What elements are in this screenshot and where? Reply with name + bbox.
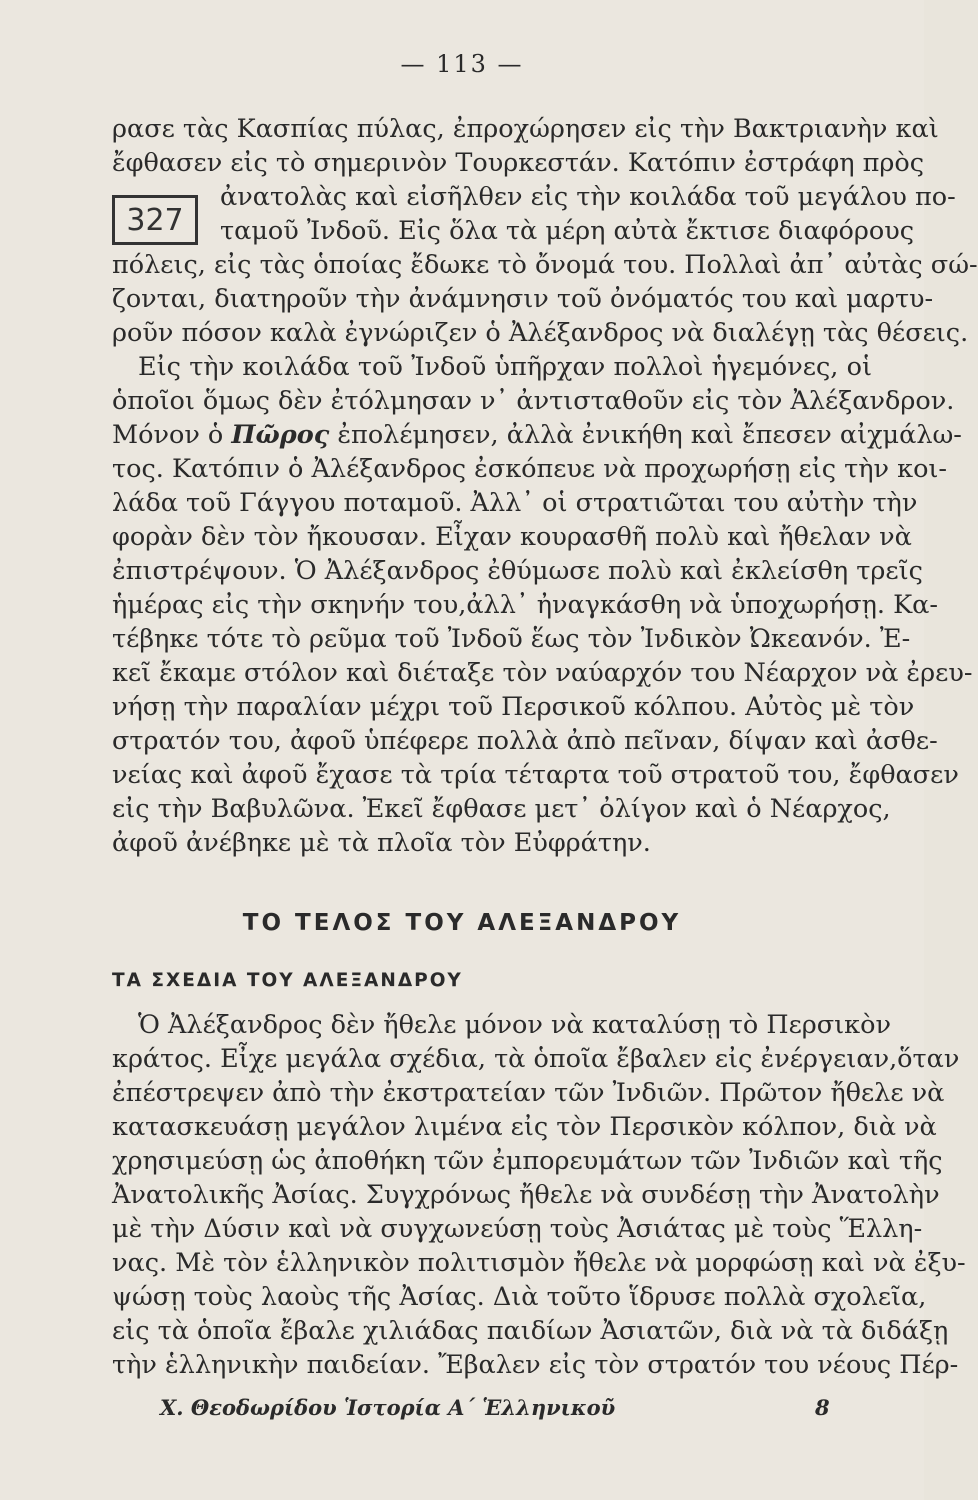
text-line: ἀφοῦ ἀνέβηκε μὲ τὰ πλοῖα τὸν Εὐφράτην. bbox=[112, 828, 651, 858]
text-line: πόλεις, εἰς τὰς ὁποίας ἔδωκε τὸ ὄνομά του. Πολλαὶ ἀπ᾿ αὐτὰς σώ- bbox=[112, 250, 978, 280]
text-line: κεῖ ἔκαμε στόλον καὶ διέταξε τὸν ναύαρχόν του Νέαρχον νὰ ἐρευ- bbox=[112, 658, 973, 688]
text-fragment: Μόνον ὁ bbox=[112, 420, 232, 450]
page-number: — 113 — bbox=[400, 50, 524, 78]
text-line: εἰς τὰ ὁποῖα ἔβαλε χιλιάδας παιδίων Ἀσιατῶν, διὰ νὰ τὰ διδάξῃ bbox=[112, 1316, 949, 1346]
text-line: φορὰν δὲν τὸν ἤκουσαν. Εἶχαν κουρασθῆ πολὺ καὶ ἤθελαν νὰ bbox=[112, 522, 912, 552]
text-line: κράτος. Εἶχε μεγάλα σχέδια, τὰ ὁποῖα ἔβαλεν εἰς ἐνέργειαν,ὅταν bbox=[112, 1044, 960, 1074]
text-line: ἀνατολὰς καὶ εἰσῆλθεν εἰς τὴν κοιλάδα τοῦ μεγάλου πο- bbox=[220, 182, 956, 212]
text-line: μὲ τὴν Δύσιν καὶ νὰ συγχωνεύσῃ τοὺς Ἀσιάτας μὲ τοὺς Ἕλλη- bbox=[112, 1214, 923, 1244]
text-line: ταμοῦ Ἰνδοῦ. Εἰς ὅλα τὰ μέρη αὐτὰ ἔκτισε διαφόρους bbox=[220, 216, 915, 246]
text-line: ἐπιστρέψουν. Ὁ Ἀλέξανδρος ἐθύμωσε πολὺ καὶ ἐκλείσθη τρεῖς bbox=[112, 556, 923, 586]
text-line: νήσῃ τὴν παραλίαν μέχρι τοῦ Περσικοῦ κόλπου. Αὐτὸς μὲ τὸν bbox=[112, 692, 915, 722]
text-line: Ὁ Ἀλέξανδρος δὲν ἤθελε μόνον νὰ καταλύσῃ τὸ Περσικὸν bbox=[138, 1010, 891, 1040]
text-line: χρησιμεύσῃ ὡς ἀποθήκη τῶν ἐμπορευμάτων τῶν Ἰνδιῶν καὶ τῆς bbox=[112, 1146, 943, 1176]
text-line: Ἀνατολικῆς Ἀσίας. Συγχρόνως ἤθελε νὰ συνδέσῃ τὴν Ἀνατολὴν bbox=[112, 1180, 940, 1210]
text-line: ἔφθασεν εἰς τὸ σημερινὸν Τουρκεστάν. Κατόπιν ἐστράφη πρὸς bbox=[112, 148, 924, 178]
text-line: ρασε τὰς Κασπίας πύλας, ἐπροχώρησεν εἰς τὴν Βακτριανὴν καὶ bbox=[112, 114, 939, 144]
text-line: στρατόν του, ἀφοῦ ὑπέφερε πολλὰ ἀπὸ πεῖναν, δίψαν καὶ ἀσθε- bbox=[112, 726, 938, 756]
text-line: ἐπέστρεψεν ἀπὸ τὴν ἐκστρατείαν τῶν Ἰνδιῶν. Πρῶτον ἤθελε νὰ bbox=[112, 1078, 945, 1108]
text-line: νας. Μὲ τὸν ἑλληνικὸν πολιτισμὸν ἤθελε νὰ μορφώσῃ καὶ νὰ ἐξυ- bbox=[112, 1248, 966, 1278]
subsection-title: ΤΑ ΣΧΕΔΙΑ ΤΟΥ ΑΛΕΞΑΝΔΡΟΥ bbox=[112, 970, 463, 991]
text-line: νείας καὶ ἀφοῦ ἔχασε τὰ τρία τέταρτα τοῦ στρατοῦ του, ἔφθασεν bbox=[112, 760, 959, 790]
text-line: ζονται, διατηροῦν τὴν ἀνάμνησιν τοῦ ὀνόματός του καὶ μαρτυ- bbox=[112, 284, 934, 314]
emphasized-name: Πῶρος bbox=[231, 420, 330, 450]
text-line: εἰς τὴν Βαβυλῶνα. Ἐκεῖ ἔφθασε μετ᾿ ὀλίγον καὶ ὁ Νέαρχος, bbox=[112, 794, 891, 824]
text-line: τέβηκε τότε τὸ ρεῦμα τοῦ Ἰνδοῦ ἕως τὸν Ἰνδικὸν Ὠκεανόν. Ἐ- bbox=[112, 624, 911, 654]
text-line: ὁποῖοι ὅμως δὲν ἐτόλμησαν ν᾿ ἀντισταθοῦν εἰς τὸν Ἀλέξανδρον. bbox=[112, 386, 955, 416]
text-line: τὴν ἑλληνικὴν παιδείαν. Ἔβαλεν εἰς τὸν στρατόν του νέους Πέρ- bbox=[112, 1350, 959, 1380]
text-line: τος. Κατόπιν ὁ Ἀλέξανδρος ἐσκόπευε νὰ προχωρήσῃ εἰς τὴν κοι- bbox=[112, 454, 948, 484]
text-line: κατασκευάσῃ μεγάλον λιμένα εἰς τὸν Περσικὸν κόλπον, διὰ νὰ bbox=[112, 1112, 937, 1142]
text-line: ἡμέρας εἰς τὴν σκηνήν του,ἀλλ᾿ ἠναγκάσθη νὰ ὑποχωρήσῃ. Κα- bbox=[112, 590, 938, 620]
footer-signature-number: 8 bbox=[815, 1395, 830, 1420]
margin-marker: 327 bbox=[112, 195, 198, 245]
body-text-top bbox=[112, 112, 978, 860]
text-line-poros bbox=[112, 418, 962, 452]
text-line: λάδα τοῦ Γάγγου ποταμοῦ. Ἀλλ᾿ οἱ στρατιῶται του αὐτὴν τὴν bbox=[112, 488, 918, 518]
footer-book-title: Χ. Θεοδωρίδου Ἱστορία Α΄ Ἑλληνικοῦ bbox=[160, 1395, 616, 1420]
section-title: ΤΟ ΤΕΛΟΣ ΤΟΥ ΑΛΕΞΑΝΔΡΟΥ bbox=[242, 910, 682, 936]
body-text-bottom bbox=[112, 1008, 966, 1382]
text-fragment: ἐπολέμησεν, ἀλλὰ ἐνικήθη καὶ ἔπεσεν αἰχμάλω- bbox=[329, 420, 962, 450]
text-line: ροῦν πόσον καλὰ ἐγνώριζεν ὁ Ἀλέξανδρος νὰ διαλέγῃ τὰς θέσεις. bbox=[112, 318, 969, 348]
text-line: ψώσῃ τοὺς λαοὺς τῆς Ἀσίας. Διὰ τοῦτο ἵδρυσε πολλὰ σχολεῖα, bbox=[112, 1282, 927, 1312]
text-line: Εἰς τὴν κοιλάδα τοῦ Ἰνδοῦ ὑπῆρχαν πολλοὶ ἡγεμόνες, οἱ bbox=[138, 352, 872, 382]
